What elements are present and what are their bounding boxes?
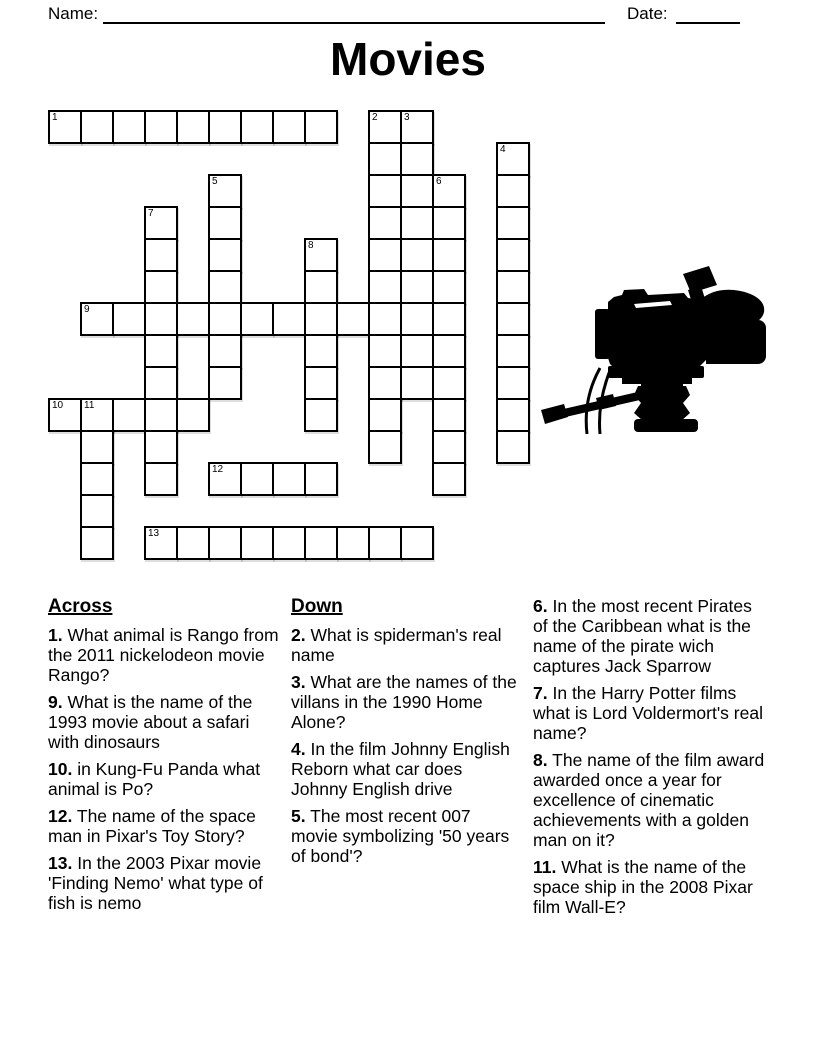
clue-text: What animal is Rango from the 2011 nickelodeon movie Rango? xyxy=(48,625,279,685)
grid-cell[interactable] xyxy=(496,142,530,176)
cell-number: 4 xyxy=(500,144,506,155)
grid-cell[interactable] xyxy=(432,366,466,400)
grid-cell[interactable] xyxy=(400,142,434,176)
clue-number: 7. xyxy=(533,683,548,703)
clue-text: What is the name of the 1993 movie about a safari with dinosaurs xyxy=(48,692,253,752)
clue-text: in Kung-Fu Panda what animal is Po? xyxy=(48,759,261,799)
clue-text: In the most recent Pirates of the Caribbean what is the name of the pirate wich captures Jack Sparrow xyxy=(533,596,752,676)
grid-cell[interactable] xyxy=(496,238,530,272)
grid-cell[interactable] xyxy=(112,302,146,336)
grid-cell[interactable] xyxy=(144,366,178,400)
grid-cell[interactable] xyxy=(272,526,306,560)
grid-cell[interactable] xyxy=(304,526,338,560)
clue-across-12 xyxy=(48,806,280,846)
across-heading: Across xyxy=(48,596,113,617)
grid-cell[interactable] xyxy=(176,302,210,336)
clue-number: 3. xyxy=(291,672,306,692)
grid-cell[interactable] xyxy=(240,302,274,336)
cell-number: 8 xyxy=(308,240,314,251)
grid-cell[interactable] xyxy=(304,110,338,144)
grid-cell[interactable] xyxy=(368,334,402,368)
grid-cell[interactable] xyxy=(144,526,178,560)
grid-cell[interactable] xyxy=(400,110,434,144)
grid-cell[interactable] xyxy=(208,206,242,240)
date-label: Date: xyxy=(627,4,668,23)
grid-cell[interactable] xyxy=(80,526,114,560)
grid-cell[interactable] xyxy=(400,366,434,400)
grid-cell[interactable] xyxy=(208,302,242,336)
clue-across-10 xyxy=(48,759,280,799)
grid-cell[interactable] xyxy=(144,462,178,496)
clue-number: 2. xyxy=(291,625,306,645)
grid-cell[interactable] xyxy=(48,110,82,144)
grid-cell[interactable] xyxy=(368,526,402,560)
grid-cell[interactable] xyxy=(432,398,466,432)
grid-cell[interactable] xyxy=(432,270,466,304)
grid-cell[interactable] xyxy=(176,110,210,144)
worksheet-header xyxy=(48,2,770,28)
grid-cell[interactable] xyxy=(80,462,114,496)
grid-cell[interactable] xyxy=(304,366,338,400)
grid-cell[interactable] xyxy=(368,430,402,464)
name-input-line[interactable] xyxy=(103,4,605,24)
grid-cell[interactable] xyxy=(368,142,402,176)
clue-down-8 xyxy=(533,750,770,850)
clue-number: 5. xyxy=(291,806,306,826)
cell-number: 12 xyxy=(212,464,224,475)
movie-camera-icon xyxy=(538,262,770,436)
grid-cell[interactable] xyxy=(144,238,178,272)
clues-section xyxy=(48,596,770,924)
grid-cell[interactable] xyxy=(272,110,306,144)
grid-cell[interactable] xyxy=(240,462,274,496)
clue-number: 6. xyxy=(533,596,548,616)
clues-column-down-1 xyxy=(291,596,521,924)
grid-cell[interactable] xyxy=(304,302,338,336)
grid-cell[interactable] xyxy=(208,526,242,560)
cell-number: 10 xyxy=(52,400,64,411)
clue-down-6 xyxy=(533,596,770,676)
grid-cell[interactable] xyxy=(400,334,434,368)
grid-cell[interactable] xyxy=(496,206,530,240)
clue-text: The name of the film award awarded once a year for excellence of cinematic achievements with a golden man on it? xyxy=(533,750,765,850)
grid-cell[interactable] xyxy=(400,174,434,208)
clue-text: The name of the space man in Pixar's Toy Story? xyxy=(48,806,256,846)
grid-cell[interactable] xyxy=(80,110,114,144)
crossword-grid xyxy=(48,110,532,562)
grid-cell[interactable] xyxy=(144,398,178,432)
grid-cell[interactable] xyxy=(432,462,466,496)
clue-text: In the Harry Potter films what is Lord Voldermort's real name? xyxy=(533,683,763,743)
cell-number: 2 xyxy=(372,112,378,123)
grid-cell[interactable] xyxy=(368,174,402,208)
clue-down-4 xyxy=(291,739,521,799)
grid-cell[interactable] xyxy=(368,110,402,144)
page-title: Movies xyxy=(330,33,486,85)
cell-number: 6 xyxy=(436,176,442,187)
grid-cell[interactable] xyxy=(144,270,178,304)
grid-cell[interactable] xyxy=(432,302,466,336)
grid-cell[interactable] xyxy=(496,398,530,432)
grid-cell[interactable] xyxy=(304,270,338,304)
clue-across-13 xyxy=(48,853,280,913)
grid-cell[interactable] xyxy=(368,206,402,240)
clues-column-down-2 xyxy=(533,596,770,924)
grid-cell[interactable] xyxy=(144,334,178,368)
clue-down-5 xyxy=(291,806,521,866)
grid-cell[interactable] xyxy=(400,270,434,304)
grid-cell[interactable] xyxy=(496,430,530,464)
clue-text: In the 2003 Pixar movie 'Finding Nemo' what type of fish is nemo xyxy=(48,853,263,913)
cell-number: 7 xyxy=(148,208,154,219)
clue-number: 4. xyxy=(291,739,306,759)
grid-cell[interactable] xyxy=(304,238,338,272)
grid-cell[interactable] xyxy=(176,526,210,560)
grid-cell[interactable] xyxy=(208,110,242,144)
clue-number: 12. xyxy=(48,806,73,826)
grid-cell[interactable] xyxy=(432,430,466,464)
grid-cell[interactable] xyxy=(208,270,242,304)
clue-number: 13. xyxy=(48,853,73,873)
grid-cell[interactable] xyxy=(400,526,434,560)
grid-cell[interactable] xyxy=(272,462,306,496)
grid-cell[interactable] xyxy=(496,302,530,336)
clues-column-across xyxy=(48,596,280,924)
name-label: Name: xyxy=(48,4,99,23)
grid-cell[interactable] xyxy=(432,206,466,240)
grid-cell[interactable] xyxy=(208,366,242,400)
clue-down-11 xyxy=(533,857,770,917)
grid-cell[interactable] xyxy=(368,238,402,272)
grid-cell[interactable] xyxy=(496,174,530,208)
clue-text: What are the names of the villans in the 1990 Home Alone? xyxy=(291,672,517,732)
clue-number: 11. xyxy=(533,857,557,877)
grid-cell[interactable] xyxy=(304,334,338,368)
clue-text: In the film Johnny English Reborn what car does Johnny English drive xyxy=(291,739,510,799)
clue-text: The most recent 007 movie symbolizing '50 years of bond'? xyxy=(291,806,510,866)
grid-cell[interactable] xyxy=(400,302,434,336)
clue-number: 8. xyxy=(533,750,548,770)
grid-cell[interactable] xyxy=(272,302,306,336)
grid-cell[interactable] xyxy=(368,270,402,304)
cell-number: 9 xyxy=(84,304,90,315)
grid-cell[interactable] xyxy=(368,366,402,400)
clue-down-7 xyxy=(533,683,770,743)
clue-down-3 xyxy=(291,672,521,732)
grid-cell[interactable] xyxy=(48,398,82,432)
grid-cell[interactable] xyxy=(144,110,178,144)
grid-cell[interactable] xyxy=(304,398,338,432)
clue-text: What is spiderman's real name xyxy=(291,625,502,665)
cell-number: 5 xyxy=(212,176,218,187)
grid-cell[interactable] xyxy=(304,462,338,496)
grid-cell[interactable] xyxy=(176,398,210,432)
grid-cell[interactable] xyxy=(336,302,370,336)
cell-number: 11 xyxy=(84,400,95,411)
grid-cell[interactable] xyxy=(144,302,178,336)
grid-cell[interactable] xyxy=(336,526,370,560)
grid-cell[interactable] xyxy=(240,110,274,144)
grid-cell[interactable] xyxy=(240,526,274,560)
clue-number: 1. xyxy=(48,625,63,645)
grid-cell[interactable] xyxy=(144,206,178,240)
grid-cell[interactable] xyxy=(208,174,242,208)
grid-cell[interactable] xyxy=(80,398,114,432)
grid-cell[interactable] xyxy=(112,398,146,432)
grid-cell[interactable] xyxy=(80,494,114,528)
grid-cell[interactable] xyxy=(496,270,530,304)
grid-cell[interactable] xyxy=(400,206,434,240)
grid-cell[interactable] xyxy=(144,430,178,464)
grid-cell[interactable] xyxy=(208,238,242,272)
grid-cell[interactable] xyxy=(400,238,434,272)
grid-cell[interactable] xyxy=(368,302,402,336)
clue-across-9 xyxy=(48,692,280,752)
grid-cell[interactable] xyxy=(432,174,466,208)
cell-number: 13 xyxy=(148,528,160,539)
cell-number: 1 xyxy=(52,112,58,123)
clue-text: What is the name of the space ship in the 2008 Pixar film Wall-E? xyxy=(533,857,753,917)
grid-cell[interactable] xyxy=(112,110,146,144)
grid-cell[interactable] xyxy=(496,366,530,400)
grid-cell[interactable] xyxy=(208,334,242,368)
clue-across-1 xyxy=(48,625,280,685)
down-heading: Down xyxy=(291,596,343,617)
grid-cell[interactable] xyxy=(208,462,242,496)
grid-cell[interactable] xyxy=(80,302,114,336)
clue-number: 9. xyxy=(48,692,63,712)
clue-number: 10. xyxy=(48,759,73,779)
grid-cell[interactable] xyxy=(496,334,530,368)
grid-cell[interactable] xyxy=(80,430,114,464)
grid-cell[interactable] xyxy=(432,334,466,368)
cell-number: 3 xyxy=(404,112,410,123)
clue-down-2 xyxy=(291,625,521,665)
grid-cell[interactable] xyxy=(368,398,402,432)
date-input-line[interactable] xyxy=(676,4,740,24)
grid-cell[interactable] xyxy=(432,238,466,272)
